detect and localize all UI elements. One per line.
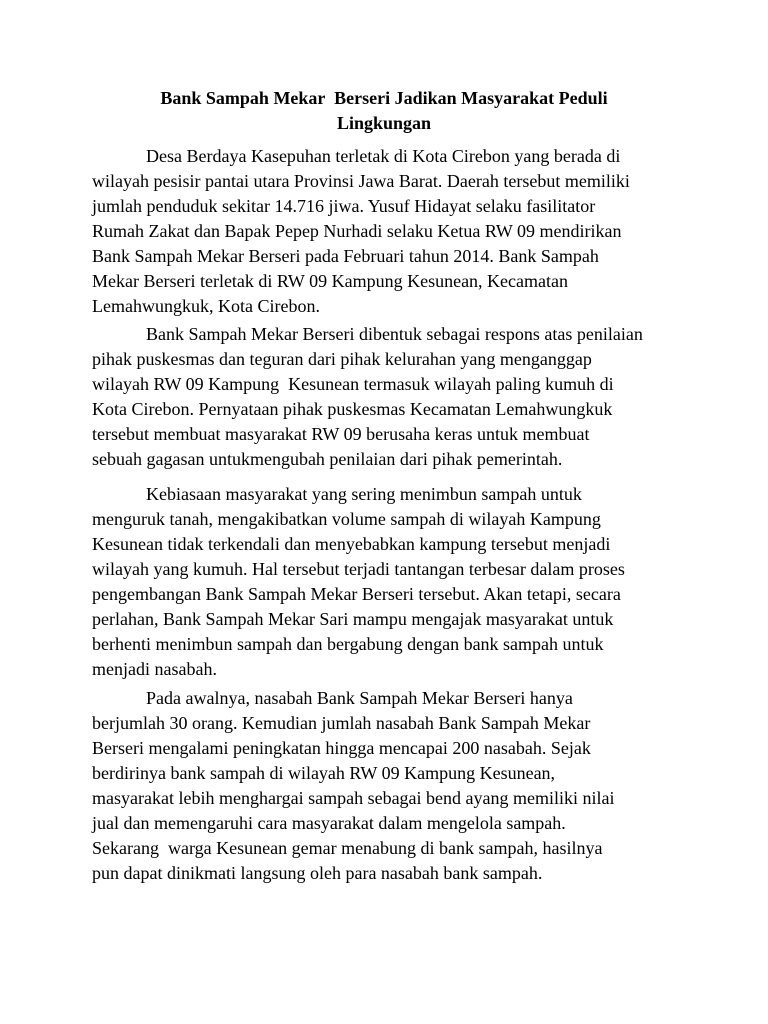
paragraph-1: Desa Berdaya Kasepuhan terletak di Kota Cirebon yang berada di wilayah pesisir pantai utara Provinsi Jawa Barat. Daerah tersebut memiliki jumlah penduduk sekitar 14.716 jiwa. Yusuf Hidayat selaku fasilitator Rumah Zakat dan Bapak Pepep Nurhadi selaku Ketua RW 09 mendirikan Bank Sampah Mekar Berseri pada Februari tahun 2014. Bank Sampah Mekar Berseri terletak di RW 09 Kampung Kesunean, Kecamatan Lemahwungkuk, Kota Cirebon. bbox=[92, 146, 630, 316]
document-title: Bank Sampah Mekar Berseri Jadikan Masyarakat Peduli Lingkungan bbox=[160, 88, 608, 133]
paragraph-4: Pada awalnya, nasabah Bank Sampah Mekar Berseri hanya berjumlah 30 orang. Kemudian jumlah nasabah Bank Sampah Mekar Berseri mengalami peningkatan hingga mencapai 200 nasabah. Sejak berdirinya bank sampah di wilayah RW 09 Kampung Kesunean, masyarakat lebih menghargai sampah sebagai bend ayang memiliki nilai jual dan memengaruhi cara masyarakat dalam mengelola sampah. Sekarang warga Kesunean gemar menabung di bank sampah, hasilnya pun dapat dinikmati langsung oleh para nasabah bank sampah. bbox=[92, 688, 615, 883]
paragraph-2: Bank Sampah Mekar Berseri dibentuk sebagai respons atas penilaian pihak puskesmas dan teguran dari pihak kelurahan yang menganggap wilayah RW 09 Kampung Kesunean termasuk wilayah paling kumuh di Kota Cirebon. Pernyataan pihak puskesmas Kecamatan Lemahwungkuk tersebut membuat masyarakat RW 09 berusaha keras untuk membuat sebuah gagasan untukmengubah penilaian dari pihak pemerintah. bbox=[92, 324, 643, 469]
paragraph-3: Kebiasaan masyarakat yang sering menimbun sampah untuk menguruk tanah, mengakibatkan volume sampah di wilayah Kampung Kesunean tidak terkendali dan menyebabkan kampung tersebut menjadi wilayah yang kumuh. Hal tersebut terjadi tantangan terbesar dalam proses pengembangan Bank Sampah Mekar Berseri tersebut. Akan tetapi, secara perlahan, Bank Sampah Mekar Sari mampu mengajak masyarakat untuk berhenti menimbun sampah dan bergabung dengan bank sampah untuk menjadi nasabah. bbox=[92, 484, 625, 679]
